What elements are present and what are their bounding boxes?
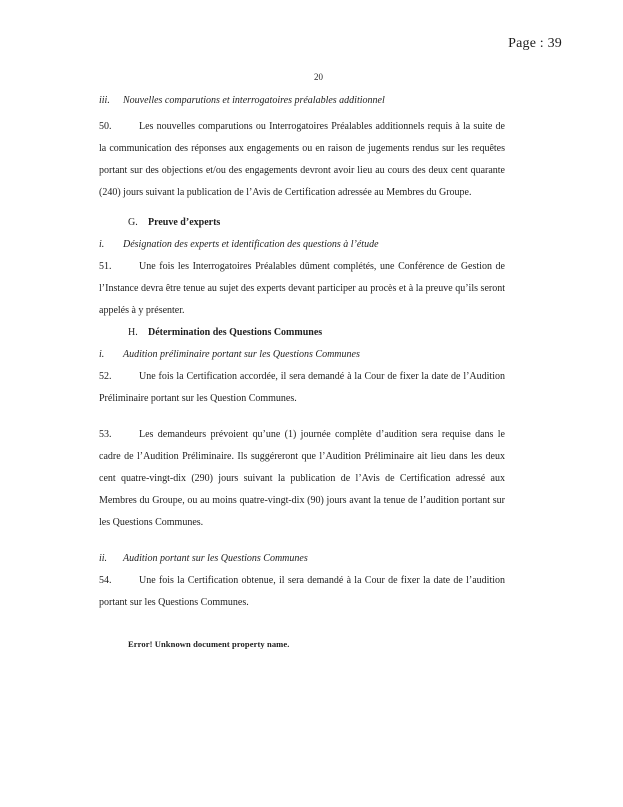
- paragraph-text: Les nouvelles comparutions ou Interrogatoires Préalables additionnels requis à la suite de la communication des réponses aux engagements ou en raison de jugements rendus sur les requêtes portant sur des objections et/ou des engagements devront avoir lieu au cours des deux cent quarante (240) jours suivant la publication de l’Avis de Certification adressée au Membres du Groupe.: [99, 121, 505, 198]
- paragraph-number: 53.: [99, 429, 112, 440]
- paragraph-54: [99, 570, 505, 614]
- heading-label: Audition préliminaire portant sur les Questions Communes: [123, 349, 360, 360]
- heading-audition-questions-communes: [99, 548, 505, 570]
- paragraph-50: [99, 116, 505, 204]
- paragraph-number: 54.: [99, 575, 112, 586]
- heading-designation-experts: [99, 234, 505, 256]
- heading-label: Preuve d’experts: [148, 217, 221, 228]
- heading-marker: iii.: [99, 95, 110, 106]
- paragraph-number: 51.: [99, 261, 112, 272]
- paragraph-53: [99, 424, 505, 534]
- paragraph-number: 52.: [99, 371, 112, 382]
- paragraph-52: [99, 366, 505, 410]
- paragraph-text: Une fois la Certification accordée, il sera demandé à la Cour de fixer la date de l’Audition Préliminaire portant sur les Question Communes.: [99, 371, 505, 404]
- heading-label: Nouvelles comparutions et interrogatoires préalables additionnel: [123, 95, 385, 106]
- heading-audition-preliminaire: [99, 344, 505, 366]
- paragraph-number: 50.: [99, 121, 112, 132]
- heading-marker: H.: [128, 327, 138, 338]
- heading-marker: G.: [128, 217, 138, 228]
- paragraph-text: Une fois les Interrogatoires Préalables dûment complétés, une Conférence de Gestion de l’Instance devra être tenue au sujet des experts devant participer au procès et à la preuve qu’ils seront appelés à y présenter.: [99, 261, 505, 316]
- heading-preuve-experts: [128, 212, 505, 234]
- paragraph-51: [99, 256, 505, 322]
- heading-marker: ii.: [99, 553, 108, 564]
- document-body: [99, 90, 505, 614]
- heading-label: Audition portant sur les Questions Communes: [123, 553, 308, 564]
- heading-marker: i.: [99, 349, 105, 360]
- heading-marker: i.: [99, 239, 105, 250]
- heading-determination-questions: [128, 322, 505, 344]
- folio-number: 20: [314, 72, 323, 82]
- footer-error-field: Error! Unknown document property name.: [128, 639, 290, 649]
- paragraph-text: Une fois la Certification obtenue, il sera demandé à la Cour de fixer la date de l’audition portant sur les Questions Communes.: [99, 575, 505, 608]
- heading-nouvelles-comparutions: [99, 90, 505, 112]
- heading-label: Désignation des experts et identification des questions à l’étude: [123, 239, 379, 250]
- heading-label: Détermination des Questions Communes: [148, 327, 323, 338]
- page-header-label: Page : 39: [508, 36, 562, 51]
- paragraph-text: Les demandeurs prévoient qu’une (1) journée complète d’audition sera requise dans le cadre de l’Audition Préliminaire. Ils suggéreront que l’Audition Préliminaire ait lieu dans les deux cent quatre-vingt-dix (290) jours suivant la publication de l’Avis de Certification adressé aux Membres du Groupe, ou au moins quatre-vingt-dix (90) jours avant la tenue de l’audition portant sur les Questions Communes.: [99, 429, 505, 528]
